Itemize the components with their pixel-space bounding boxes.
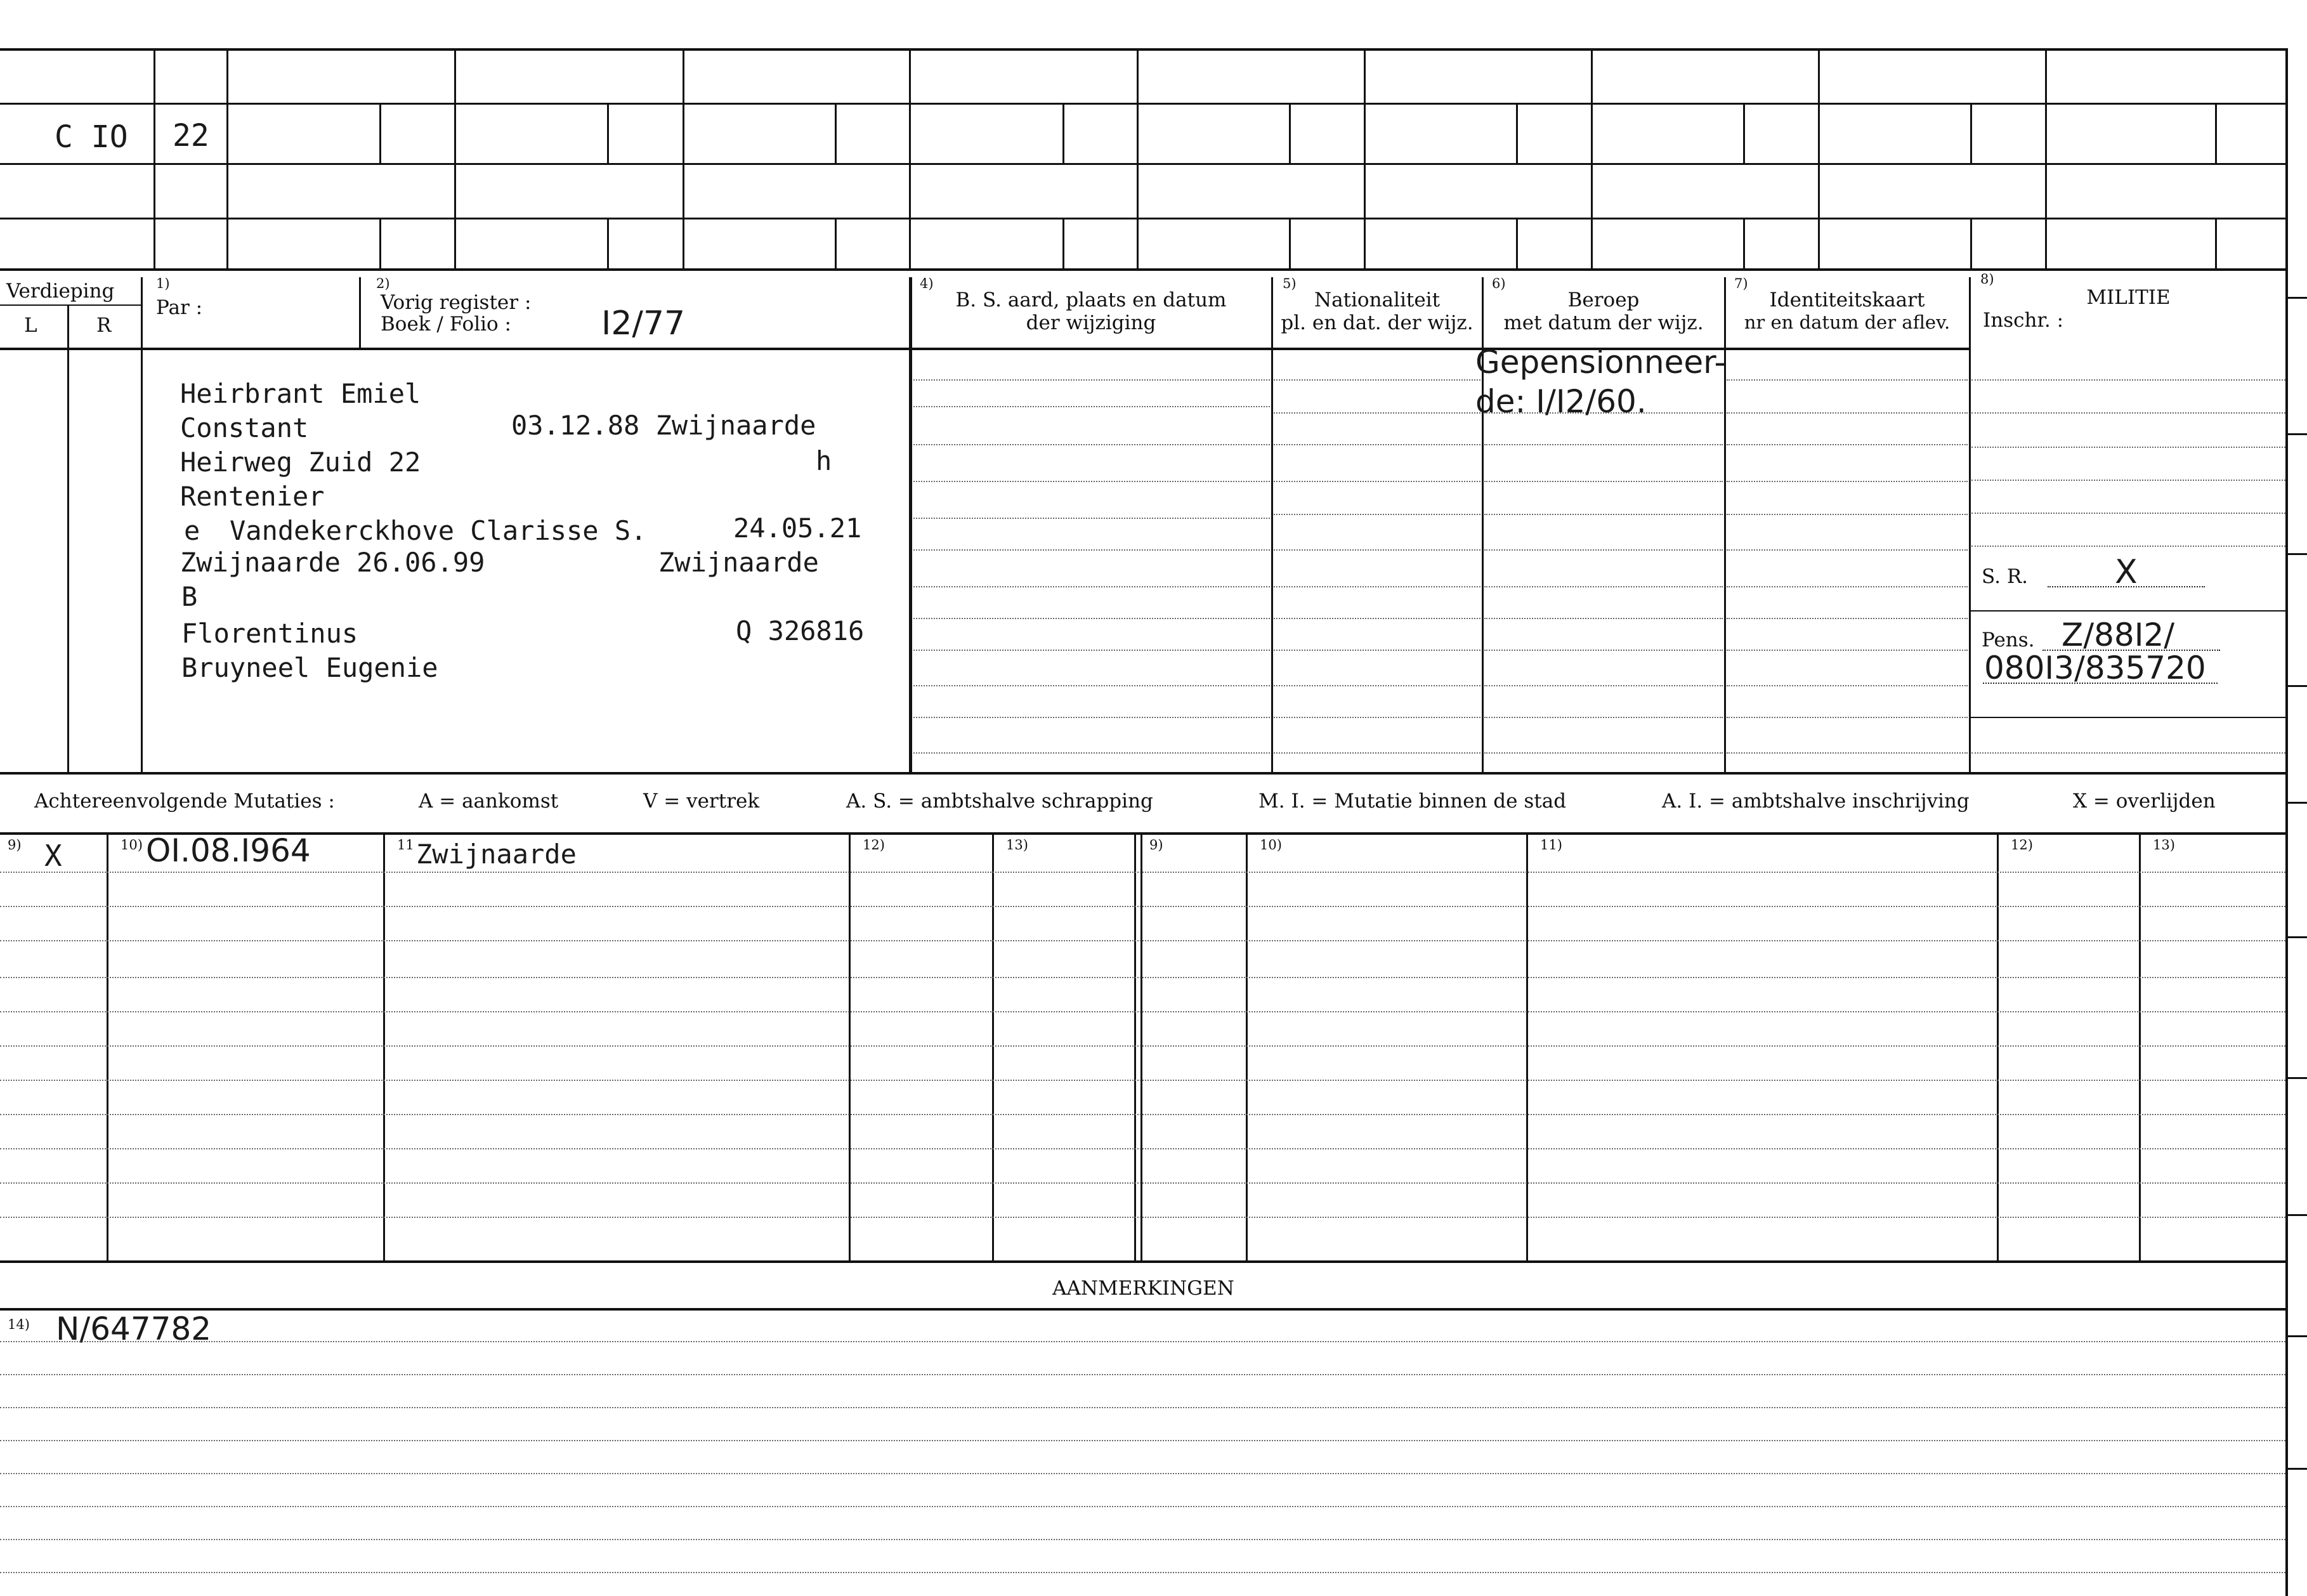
field-number-8: 8)	[1980, 271, 1994, 287]
mutaties-title: Achtereenvolgende Mutaties :	[34, 790, 335, 813]
legend-a: A = aankomst	[419, 790, 559, 813]
mother-name: Bruyneel Eugenie	[181, 652, 438, 683]
series-code: C IO	[55, 119, 128, 155]
beroep-entry-line2: de: I/I2/60.	[1475, 383, 1647, 420]
beroep-entry-line1: Gepensionneer-	[1475, 344, 1726, 381]
aanmerkingen-number: 14)	[8, 1317, 30, 1332]
occupation: Rentenier	[180, 481, 325, 512]
legend-v: V = vertrek	[643, 790, 760, 813]
legend-x: X = overlijden	[2073, 790, 2216, 813]
field-number-7: 7)	[1734, 276, 1748, 291]
mutatie-type: X	[44, 839, 62, 873]
col-number-11b: 11)	[1540, 837, 1562, 853]
r-label: R	[96, 314, 112, 337]
spouse-prefix: e	[184, 515, 200, 546]
col-number-13: 13)	[1006, 837, 1028, 853]
birth-date-place: 03.12.88 Zwijnaarde	[511, 410, 816, 441]
verdieping-label: Verdieping	[6, 280, 115, 303]
q-code: Q 326816	[736, 615, 865, 646]
name-line-1: Heirbrant Emiel	[180, 378, 421, 409]
legend-mi: M. I. = Mutatie binnen de stad	[1258, 790, 1567, 813]
col-number-10b: 10)	[1260, 837, 1282, 853]
bs-header-line2: der wijziging	[1026, 311, 1156, 334]
col-number-12: 12)	[863, 837, 885, 853]
pens-label: Pens.	[1982, 629, 2035, 651]
par-label: Par :	[156, 296, 203, 319]
boek-folio-value: I2/77	[601, 304, 686, 343]
col-number-10: 10)	[121, 837, 143, 853]
nationaliteit-header-line2: pl. en dat. der wijz.	[1281, 311, 1474, 334]
col-number-13b: 13)	[2153, 837, 2175, 853]
legend-ai: A. I. = ambtshalve inschrijving	[1662, 790, 1970, 813]
father-name: Florentinus	[181, 618, 358, 649]
marriage-place-date: Zwijnaarde 26.06.99	[180, 547, 485, 578]
militie-header: MILITIE	[2086, 286, 2171, 309]
spouse-birthplace: Zwijnaarde	[658, 547, 819, 578]
col-number-12b: 12)	[2011, 837, 2033, 853]
pens-value-1: Z/88I2/	[2062, 617, 2175, 653]
mutatie-date: OI.08.I964	[146, 832, 311, 869]
sr-label: S. R.	[1982, 565, 2029, 588]
l-label: L	[24, 314, 37, 337]
b-mark: B	[181, 581, 198, 612]
spouse-birth-date: 24.05.21	[733, 513, 862, 544]
legend-as: A. S. = ambtshalve schrapping	[846, 790, 1153, 813]
identiteitskaart-header-line1: Identiteitskaart	[1769, 289, 1925, 311]
beroep-header-line2: met datum der wijz.	[1503, 311, 1704, 334]
field-number-1: 1)	[156, 276, 170, 291]
inschr-label: Inschr. :	[1983, 309, 2064, 332]
gender: h	[816, 445, 832, 476]
bs-header-line1: B. S. aard, plaats en datum	[955, 289, 1227, 311]
col-number-9b: 9)	[1149, 837, 1163, 853]
field-number-4: 4)	[920, 276, 934, 291]
sr-value: X	[2115, 553, 2138, 591]
pens-value-2: 080I3/835720	[1984, 650, 2206, 686]
card-number: 22	[173, 118, 209, 154]
field-number-6: 6)	[1492, 276, 1506, 291]
name-line-2: Constant	[180, 412, 309, 443]
mutatie-place: Zwijnaarde	[416, 839, 577, 870]
col-number-11: 11	[397, 837, 414, 853]
field-number-2: 2)	[376, 276, 390, 291]
beroep-header-line1: Beroep	[1567, 289, 1640, 311]
field-number-5: 5)	[1283, 276, 1297, 291]
aanmerkingen-title: AANMERKINGEN	[1052, 1277, 1234, 1300]
address: Heirweg Zuid 22	[180, 447, 421, 478]
boek-folio-label: Boek / Folio :	[381, 313, 511, 336]
nationaliteit-header-line1: Nationaliteit	[1314, 289, 1441, 311]
identiteitskaart-header-line2: nr en datum der aflev.	[1744, 311, 1951, 333]
vorig-register-label: Vorig register :	[381, 291, 532, 314]
spouse-name: Vandekerckhove Clarisse S.	[230, 515, 647, 546]
aanmerkingen-value: N/647782	[56, 1311, 212, 1347]
col-number-9: 9)	[8, 837, 22, 853]
